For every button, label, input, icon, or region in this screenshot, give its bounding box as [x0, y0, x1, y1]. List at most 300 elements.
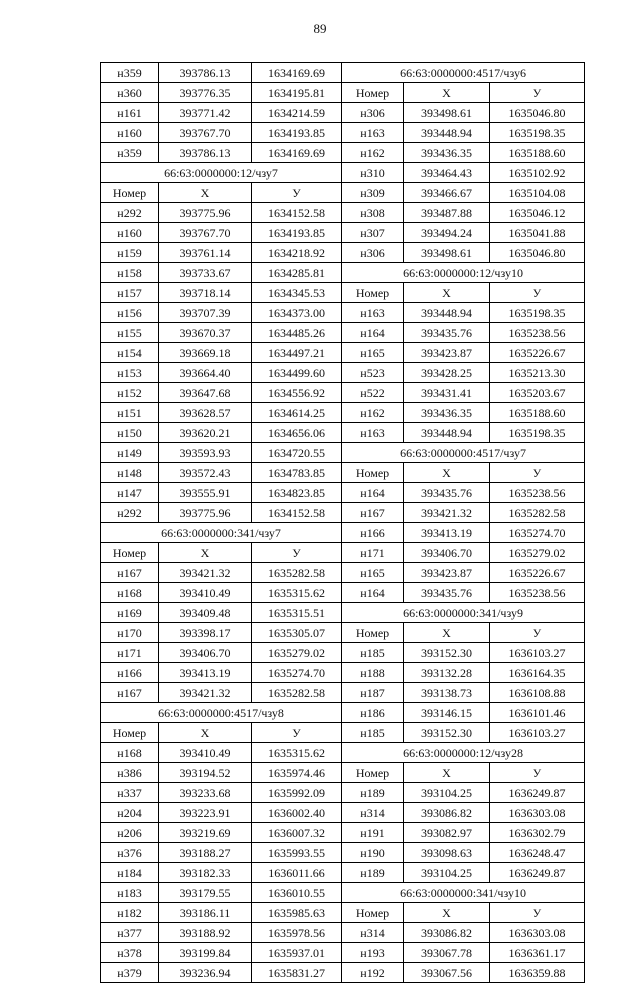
point-number: н166 [101, 663, 159, 683]
coord-y: 1635203.67 [490, 383, 585, 403]
point-number: н159 [101, 243, 159, 263]
table-row [101, 863, 585, 883]
parcel-title: 66:63:0000000:12/чзу28 [342, 743, 585, 763]
coordinates-table [100, 62, 585, 983]
table-row [101, 583, 585, 603]
coord-y: 1635978.56 [252, 923, 342, 943]
point-number: н164 [342, 583, 404, 603]
coord-y: 1636011.66 [252, 863, 342, 883]
coord-x: 393223.91 [159, 803, 252, 823]
point-number: н360 [101, 83, 159, 103]
coord-x: 393194.52 [159, 763, 252, 783]
point-number: н377 [101, 923, 159, 943]
table-row [101, 423, 585, 443]
coord-x: 393775.96 [159, 503, 252, 523]
point-number: н163 [342, 303, 404, 323]
coord-x: 393435.76 [404, 483, 490, 503]
column-header-number: Номер [342, 463, 404, 483]
column-header-number: Номер [101, 183, 159, 203]
table-row [101, 963, 585, 983]
coord-y: 1636302.79 [490, 823, 585, 843]
table-row [101, 383, 585, 403]
table-row [101, 603, 585, 623]
coord-x: 393233.68 [159, 783, 252, 803]
table-row [101, 563, 585, 583]
coord-y: 1634285.81 [252, 263, 342, 283]
point-number: н292 [101, 203, 159, 223]
coord-y: 1635993.55 [252, 843, 342, 863]
coord-x: 393413.19 [159, 663, 252, 683]
column-header-number: Номер [342, 83, 404, 103]
coord-y: 1634169.69 [252, 143, 342, 163]
coord-y: 1634823.85 [252, 483, 342, 503]
point-number: н148 [101, 463, 159, 483]
table-row [101, 203, 585, 223]
coord-x: 393464.43 [404, 163, 490, 183]
point-number: н171 [342, 543, 404, 563]
coord-x: 393620.21 [159, 423, 252, 443]
column-header-y: У [252, 723, 342, 743]
column-header-number: Номер [342, 623, 404, 643]
coord-y: 1634720.55 [252, 443, 342, 463]
parcel-title: 66:63:0000000:4517/чзу7 [342, 443, 585, 463]
coord-y: 1635238.56 [490, 323, 585, 343]
table-row [101, 103, 585, 123]
coord-x: 393104.25 [404, 783, 490, 803]
table-row [101, 663, 585, 683]
table-row [101, 303, 585, 323]
column-header-x: Х [159, 543, 252, 563]
coord-y: 1636002.40 [252, 803, 342, 823]
coord-y: 1636101.46 [490, 703, 585, 723]
table-row [101, 823, 585, 843]
coord-y: 1636108.88 [490, 683, 585, 703]
coord-y: 1636010.55 [252, 883, 342, 903]
coord-x: 393466.67 [404, 183, 490, 203]
coord-y: 1634499.60 [252, 363, 342, 383]
coord-x: 393182.33 [159, 863, 252, 883]
coord-y: 1634193.85 [252, 223, 342, 243]
coord-x: 393647.68 [159, 383, 252, 403]
coord-x: 393498.61 [404, 103, 490, 123]
point-number: н206 [101, 823, 159, 843]
point-number: н185 [342, 723, 404, 743]
point-number: н182 [101, 903, 159, 923]
point-number: н149 [101, 443, 159, 463]
point-number: н147 [101, 483, 159, 503]
coord-y: 1635046.80 [490, 103, 585, 123]
point-number: н308 [342, 203, 404, 223]
point-number: н309 [342, 183, 404, 203]
coord-y: 1634195.81 [252, 83, 342, 103]
coord-y: 1635198.35 [490, 123, 585, 143]
coord-x: 393067.78 [404, 943, 490, 963]
point-number: н167 [342, 503, 404, 523]
coord-x: 393421.32 [159, 563, 252, 583]
table-row [101, 323, 585, 343]
coord-y: 1635985.63 [252, 903, 342, 923]
column-header-y: У [490, 283, 585, 303]
coord-x: 393767.70 [159, 123, 252, 143]
column-header-x: Х [404, 763, 490, 783]
coord-x: 393435.76 [404, 583, 490, 603]
coord-x: 393436.35 [404, 403, 490, 423]
column-header-number: Номер [101, 723, 159, 743]
table-row [101, 443, 585, 463]
coord-x: 393146.15 [404, 703, 490, 723]
page-number: 89 [313, 21, 327, 36]
column-header-x: Х [404, 463, 490, 483]
table-row [101, 483, 585, 503]
coord-x: 393082.97 [404, 823, 490, 843]
coord-x: 393236.94 [159, 963, 252, 983]
table-row [101, 63, 585, 83]
coord-y: 1634656.06 [252, 423, 342, 443]
coord-x: 393067.56 [404, 963, 490, 983]
point-number: н163 [342, 423, 404, 443]
point-number: н306 [342, 243, 404, 263]
table-row [101, 163, 585, 183]
table-row [101, 923, 585, 943]
coord-x: 393767.70 [159, 223, 252, 243]
coord-y: 1634556.92 [252, 383, 342, 403]
coord-y: 1635198.35 [490, 423, 585, 443]
point-number: н158 [101, 263, 159, 283]
coord-x: 393628.57 [159, 403, 252, 423]
coord-y: 1635238.56 [490, 483, 585, 503]
point-number: н160 [101, 123, 159, 143]
parcel-title: 66:63:0000000:341/чзу10 [342, 883, 585, 903]
table-row [101, 723, 585, 743]
coord-y: 1636164.35 [490, 663, 585, 683]
column-header-number: Номер [101, 543, 159, 563]
table-row [101, 783, 585, 803]
coord-x: 393188.27 [159, 843, 252, 863]
coord-y: 1634497.21 [252, 343, 342, 363]
column-header-x: Х [404, 283, 490, 303]
coord-y: 1635315.62 [252, 743, 342, 763]
point-number: н314 [342, 803, 404, 823]
coord-y: 1635305.07 [252, 623, 342, 643]
point-number: н184 [101, 863, 159, 883]
coord-x: 393669.18 [159, 343, 252, 363]
column-header-x: Х [404, 83, 490, 103]
coord-x: 393771.42 [159, 103, 252, 123]
coord-x: 393138.73 [404, 683, 490, 703]
column-header-number: Номер [342, 763, 404, 783]
table-row [101, 643, 585, 663]
point-number: н166 [342, 523, 404, 543]
point-number: н307 [342, 223, 404, 243]
coord-y: 1636248.47 [490, 843, 585, 863]
coord-x: 393413.19 [404, 523, 490, 543]
coord-y: 1635198.35 [490, 303, 585, 323]
coord-x: 393186.11 [159, 903, 252, 923]
point-number: н522 [342, 383, 404, 403]
coord-x: 393775.96 [159, 203, 252, 223]
table-row [101, 243, 585, 263]
coord-y: 1635992.09 [252, 783, 342, 803]
point-number: н163 [342, 123, 404, 143]
column-header-y: У [490, 903, 585, 923]
point-number: н379 [101, 963, 159, 983]
point-number: н193 [342, 943, 404, 963]
point-number: н292 [101, 503, 159, 523]
point-number: н160 [101, 223, 159, 243]
point-number: н204 [101, 803, 159, 823]
coord-y: 1634614.25 [252, 403, 342, 423]
coord-x: 393410.49 [159, 583, 252, 603]
coord-x: 393179.55 [159, 883, 252, 903]
point-number: н156 [101, 303, 159, 323]
coord-y: 1634152.58 [252, 203, 342, 223]
table-row [101, 223, 585, 243]
parcel-title: 66:63:0000000:341/чзу7 [101, 523, 342, 543]
point-number: н185 [342, 643, 404, 663]
parcel-title: 66:63:0000000:12/чзу10 [342, 263, 585, 283]
coord-x: 393421.32 [404, 503, 490, 523]
column-header-x: Х [404, 623, 490, 643]
table-row [101, 883, 585, 903]
table-row [101, 763, 585, 783]
table-row [101, 403, 585, 423]
point-number: н155 [101, 323, 159, 343]
coord-y: 1634373.00 [252, 303, 342, 323]
table-row [101, 803, 585, 823]
coord-x: 393199.84 [159, 943, 252, 963]
point-number: н152 [101, 383, 159, 403]
coord-y: 1635213.30 [490, 363, 585, 383]
column-header-x: Х [404, 903, 490, 923]
column-header-x: Х [159, 723, 252, 743]
coord-x: 393098.63 [404, 843, 490, 863]
coord-y: 1635226.67 [490, 563, 585, 583]
coord-y: 1636249.87 [490, 783, 585, 803]
coord-x: 393761.14 [159, 243, 252, 263]
coord-x: 393436.35 [404, 143, 490, 163]
coord-x: 393431.41 [404, 383, 490, 403]
coord-y: 1635315.51 [252, 603, 342, 623]
coord-y: 1634169.69 [252, 63, 342, 83]
coord-x: 393188.92 [159, 923, 252, 943]
point-number: н151 [101, 403, 159, 423]
column-header-y: У [252, 183, 342, 203]
point-number: н154 [101, 343, 159, 363]
coord-y: 1635279.02 [252, 643, 342, 663]
coord-y: 1635238.56 [490, 583, 585, 603]
table-row [101, 363, 585, 383]
table-row [101, 263, 585, 283]
coord-x: 393152.30 [404, 643, 490, 663]
coord-y: 1635104.08 [490, 183, 585, 203]
column-header-number: Номер [342, 283, 404, 303]
table-row [101, 283, 585, 303]
coord-x: 393707.39 [159, 303, 252, 323]
column-header-y: У [490, 623, 585, 643]
table-row [101, 343, 585, 363]
coord-y: 1634485.26 [252, 323, 342, 343]
coord-y: 1635282.58 [490, 503, 585, 523]
table-row [101, 843, 585, 863]
coord-x: 393421.32 [159, 683, 252, 703]
point-number: н167 [101, 683, 159, 703]
coord-y: 1636303.08 [490, 803, 585, 823]
column-header-y: У [490, 83, 585, 103]
coord-y: 1635046.12 [490, 203, 585, 223]
point-number: н153 [101, 363, 159, 383]
coord-x: 393572.43 [159, 463, 252, 483]
coord-x: 393786.13 [159, 63, 252, 83]
coord-y: 1635279.02 [490, 543, 585, 563]
coord-y: 1635226.67 [490, 343, 585, 363]
coord-x: 393132.28 [404, 663, 490, 683]
parcel-title: 66:63:0000000:4517/чзу6 [342, 63, 585, 83]
coord-y: 1636359.88 [490, 963, 585, 983]
coord-x: 393733.67 [159, 263, 252, 283]
coord-y: 1635274.70 [490, 523, 585, 543]
point-number: н169 [101, 603, 159, 623]
coord-y: 1635282.58 [252, 683, 342, 703]
coord-y: 1635274.70 [252, 663, 342, 683]
coord-y: 1636303.08 [490, 923, 585, 943]
point-number: н190 [342, 843, 404, 863]
coord-x: 393409.48 [159, 603, 252, 623]
point-number: н168 [101, 583, 159, 603]
coord-y: 1634783.85 [252, 463, 342, 483]
table-row [101, 123, 585, 143]
column-header-y: У [252, 543, 342, 563]
table-row [101, 503, 585, 523]
coord-x: 393435.76 [404, 323, 490, 343]
coord-y: 1634152.58 [252, 503, 342, 523]
table-row [101, 703, 585, 723]
coord-y: 1635188.60 [490, 403, 585, 423]
table-row [101, 143, 585, 163]
point-number: н378 [101, 943, 159, 963]
coord-y: 1635831.27 [252, 963, 342, 983]
coord-x: 393555.91 [159, 483, 252, 503]
coord-x: 393448.94 [404, 123, 490, 143]
point-number: н165 [342, 563, 404, 583]
point-number: н168 [101, 743, 159, 763]
coord-y: 1634193.85 [252, 123, 342, 143]
table-row [101, 543, 585, 563]
coord-x: 393152.30 [404, 723, 490, 743]
point-number: н523 [342, 363, 404, 383]
point-number: н162 [342, 143, 404, 163]
coord-x: 393086.82 [404, 803, 490, 823]
table-row [101, 683, 585, 703]
parcel-title: 66:63:0000000:12/чзу7 [101, 163, 342, 183]
point-number: н189 [342, 863, 404, 883]
point-number: н188 [342, 663, 404, 683]
point-number: н157 [101, 283, 159, 303]
table-row [101, 743, 585, 763]
coord-x: 393398.17 [159, 623, 252, 643]
point-number: н189 [342, 783, 404, 803]
coord-y: 1636249.87 [490, 863, 585, 883]
point-number: н314 [342, 923, 404, 943]
coord-x: 393086.82 [404, 923, 490, 943]
table-row [101, 463, 585, 483]
coord-y: 1634218.92 [252, 243, 342, 263]
parcel-title: 66:63:0000000:4517/чзу8 [101, 703, 342, 723]
parcel-title: 66:63:0000000:341/чзу9 [342, 603, 585, 623]
point-number: н191 [342, 823, 404, 843]
point-number: н161 [101, 103, 159, 123]
coord-x: 393448.94 [404, 303, 490, 323]
coord-x: 393410.49 [159, 743, 252, 763]
coord-x: 393776.35 [159, 83, 252, 103]
coord-x: 393448.94 [404, 423, 490, 443]
coord-x: 393593.93 [159, 443, 252, 463]
coord-x: 393494.24 [404, 223, 490, 243]
point-number: н310 [342, 163, 404, 183]
point-number: н186 [342, 703, 404, 723]
table-row [101, 83, 585, 103]
coord-x: 393487.88 [404, 203, 490, 223]
coord-y: 1635041.88 [490, 223, 585, 243]
column-header-y: У [490, 763, 585, 783]
coord-x: 393104.25 [404, 863, 490, 883]
coord-x: 393406.70 [159, 643, 252, 663]
coord-y: 1635937.01 [252, 943, 342, 963]
point-number: н306 [342, 103, 404, 123]
coord-y: 1635102.92 [490, 163, 585, 183]
coord-y: 1636103.27 [490, 723, 585, 743]
point-number: н171 [101, 643, 159, 663]
point-number: н183 [101, 883, 159, 903]
point-number: н170 [101, 623, 159, 643]
column-header-x: Х [159, 183, 252, 203]
point-number: н162 [342, 403, 404, 423]
point-number: н337 [101, 783, 159, 803]
point-number: н359 [101, 143, 159, 163]
coord-x: 393428.25 [404, 363, 490, 383]
table-row [101, 903, 585, 923]
table-row [101, 943, 585, 963]
point-number: н386 [101, 763, 159, 783]
coord-x: 393423.87 [404, 343, 490, 363]
coord-x: 393718.14 [159, 283, 252, 303]
coord-y: 1635974.46 [252, 763, 342, 783]
coord-y: 1635046.80 [490, 243, 585, 263]
coord-y: 1635315.62 [252, 583, 342, 603]
column-header-y: У [490, 463, 585, 483]
point-number: н192 [342, 963, 404, 983]
coord-x: 393423.87 [404, 563, 490, 583]
point-number: н359 [101, 63, 159, 83]
coord-y: 1635282.58 [252, 563, 342, 583]
table-row [101, 623, 585, 643]
coord-y: 1635188.60 [490, 143, 585, 163]
coord-y: 1636007.32 [252, 823, 342, 843]
coord-x: 393670.37 [159, 323, 252, 343]
coord-y: 1636361.17 [490, 943, 585, 963]
point-number: н165 [342, 343, 404, 363]
coord-y: 1636103.27 [490, 643, 585, 663]
coord-y: 1634345.53 [252, 283, 342, 303]
point-number: н187 [342, 683, 404, 703]
coord-x: 393786.13 [159, 143, 252, 163]
table-row [101, 523, 585, 543]
coord-x: 393219.69 [159, 823, 252, 843]
coord-y: 1634214.59 [252, 103, 342, 123]
coord-x: 393406.70 [404, 543, 490, 563]
point-number: н150 [101, 423, 159, 443]
point-number: н376 [101, 843, 159, 863]
column-header-number: Номер [342, 903, 404, 923]
